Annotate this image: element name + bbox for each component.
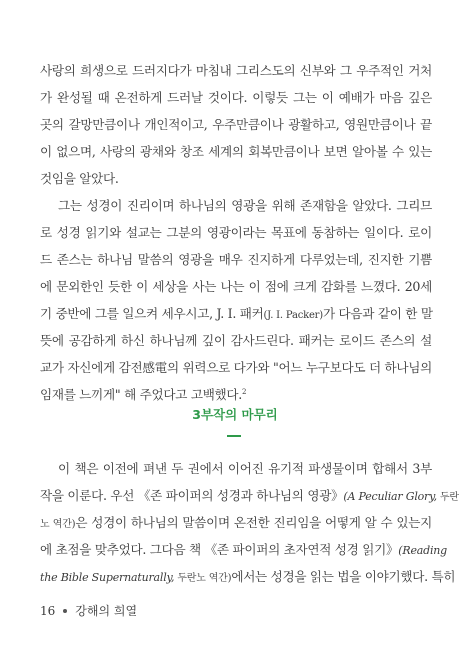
paragraph-1-line-5: 것임을 알았다. [40, 171, 119, 186]
paragraph-1-line-2: 가 완성될 때 온전하게 드러날 것이다. 이렇듯 그는 이 예배가 마음 깊은 [40, 90, 432, 105]
paragraph-2-line-5 [40, 306, 432, 324]
book-title-reading-part-2: the Bible Supernaturally, [40, 571, 175, 584]
paragraph-3-line-2-text-c: 두란 [436, 492, 459, 503]
footnote-marker: 2 [242, 387, 247, 396]
paragraph-3-line-4 [40, 542, 447, 559]
page-footer [40, 602, 137, 619]
section-heading: 3부작의 마무리 [192, 407, 278, 422]
page-number: 16 [40, 604, 56, 618]
paragraph-3-line-3-text-b: 은 성경이 하나님의 말씀이며 온전한 진리임을 어떻게 알 수 있는지 [75, 515, 433, 530]
paragraph-1-line-3: 곳의 갈망만큼이나 개인적이고, 우주만큼이나 광활하고, 영원만큼이나 끝 [40, 117, 432, 132]
heading-underline [227, 435, 241, 437]
paragraph-3-line-4-text-a: 에 초점을 맞추었다. 그다음 책 《존 파이퍼의 초자연적 성경 읽기》 [40, 542, 399, 557]
paragraph-2-line-5-text-a: 기 중반에 그를 일으켜 세우시고, J. I. 패커 [40, 306, 264, 321]
paragraph-2-line-1: 그는 성경이 진리이며 하나님의 영광을 위해 존재함을 알았다. 그리므 [58, 198, 432, 213]
book-title-reading-part-1: (Reading [398, 544, 447, 557]
paragraph-2-line-8 [40, 387, 432, 403]
paragraph-1-line-1: 사랑의 희생으로 드러지다가 마침내 그리스도의 신부와 그 우주적인 거처 [40, 63, 432, 78]
paragraph-3-line-2-text-a: 작을 이룬다. 우선 《존 파이퍼의 성경과 하나님의 영광》 [40, 488, 344, 503]
paragraph-3-line-5 [40, 569, 456, 587]
paragraph-2-line-6: 뜻에 공감하게 하신 하나님께 깊이 감사드린다. 패커는 로이드 존스의 설 [40, 333, 432, 348]
paragraph-1-line-4: 이 없으며, 사랑의 광채와 창조 세계의 회복만큼이나 보면 알아볼 수 있는 [40, 144, 432, 159]
running-book-title: 강해의 희열 [75, 604, 138, 618]
paragraph-3-line-5-text-b: 두란노 역간) [174, 573, 232, 584]
paragraph-2-line-8-text: 임재를 느끼게" 해 주었다고 고백했다. [40, 387, 242, 402]
paragraph-2-line-3: 드 존스는 하나님 말씀의 영광을 매우 진지하게 다루었는데, 진지한 기쁨 [40, 252, 432, 267]
paragraph-2-line-4: 에 문외한인 듯한 이 세상을 사는 나는 이 점에 크게 감화를 느꼈다. 20세 [40, 279, 432, 294]
footer-bullet-icon [63, 609, 67, 613]
paragraph-3-line-5-text-c: 에서는 성경을 읽는 법을 이야기했다. 특히 [231, 569, 456, 584]
paragraph-2-line-7: 교가 자신에게 감전感電의 위력으로 다가와 "어느 누구보다도 더 하나님의 [40, 360, 432, 375]
packer-english-name: (J. I. Packer) [263, 310, 323, 321]
paragraph-3-line-2 [40, 488, 459, 506]
paragraph-2-line-2: 로 성경 읽기와 설교는 그분의 영광이라는 목표에 동참하는 일이다. 로이 [40, 225, 432, 240]
paragraph-3-line-3-text-a: 노 역간) [40, 519, 76, 530]
paragraph-2-line-5-text-c: 가 다음과 같이 한 말 [322, 306, 433, 321]
paragraph-3-line-1: 이 책은 이전에 펴낸 두 권에서 이어진 유기적 파생물이며 합해서 3부 [58, 461, 432, 476]
paragraph-3-line-3 [40, 515, 432, 533]
book-title-a-peculiar-glory: (A Peculiar Glory, [343, 490, 437, 503]
